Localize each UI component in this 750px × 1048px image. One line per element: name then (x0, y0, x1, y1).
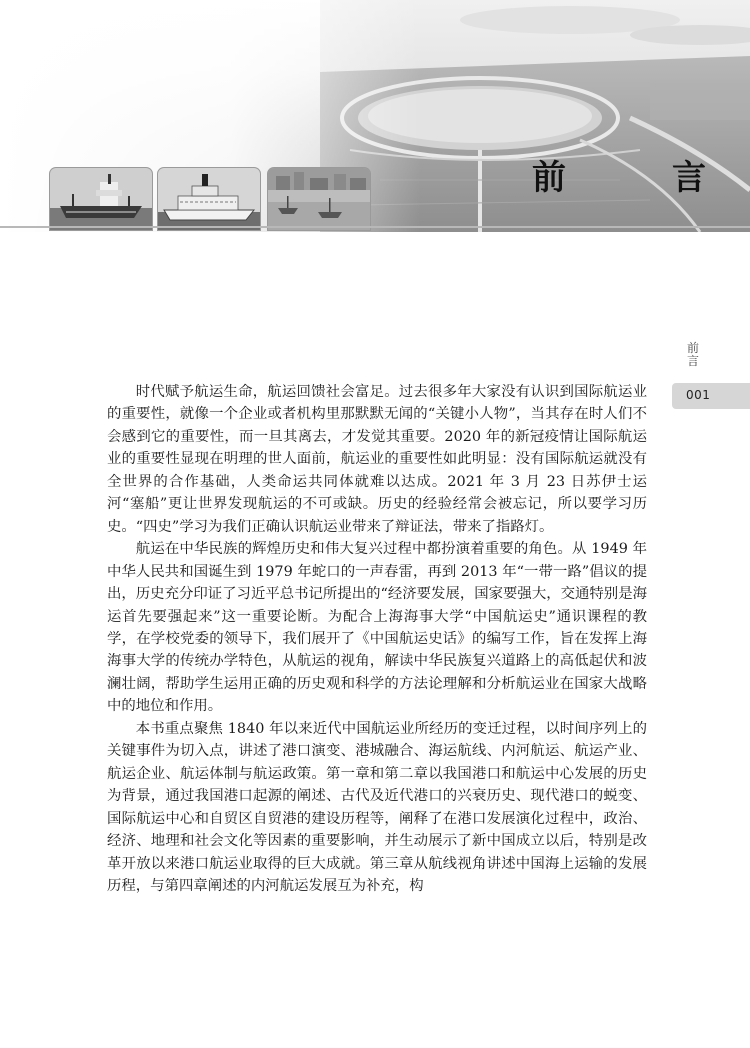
page-number-tab (672, 383, 750, 409)
page-number: 001 (686, 388, 711, 402)
running-head-label: 前言 (686, 341, 699, 368)
preface-body (107, 381, 647, 897)
passenger-ship-photo (158, 168, 260, 230)
banner-divider (0, 226, 750, 228)
paragraph: 航运在中华民族的辉煌历史和伟大复兴过程中都扮演着重要的角色。从 1949 年中华人民共和国诞生到 1979 年蛇口的一声春雷，再到 2013 年“一带一路”倡议的提出，历史充分印证了习近平总书记所提出的“经济要发展，国家要强大，交通特别是海运首先要强起来”这一重要论断。为配合上海海事大学“中国航运史”通识课程的教学，在学校党委的领导下，我们展开了《中国航运史话》的编写工作，旨在发挥上海海事大学的传统办学特色，从航运的视角，解读中华民族复兴道路上的高低起伏和波澜壮阔，帮助学生运用正确的历史观和科学的方法论理解和分析航运业在国家大战略中的地位和作用。 (107, 541, 647, 715)
paragraph: 本书重点聚焦 1840 年以来近代中国航运业所经历的变迁过程，以时间序列上的关键事件为切入点，讲述了港口演变、港城融合、海运航线、内河航运、航运产业、航运企业、航运体制与航运政策。第一章和第二章以我国港口和航运中心发展的历史为背景，通过我国港口起源的阐述、古代及近代港口的兴衰历史、现代港口的蜕变、国际航运中心和自贸区自贸港的建设历程等，阐释了在港口发展演化过程中，政治、经济、地理和社会文化等因素的重要影响，并生动展示了新中国成立以后，特别是改革开放以来港口航运业取得的巨大成就。第三章从航线视角讲述中国海上运输的发展历程，与第四章阐述的内河航运发展互为补充，构 (107, 720, 647, 894)
harbor-painting-photo (268, 168, 370, 230)
cargo-ship-photo (50, 168, 152, 230)
paragraph: 时代赋予航运生命，航运回馈社会富足。过去很多年大家没有认识到国际航运业的重要性，就像一个企业或者机构里那默默无闻的“关键小人物”，当其存在时人们不会感到它的重要性，而一旦其离去，才发觉其重要。2020 年的新冠疫情让国际航运业的重要性显现在明理的世人面前，航运业的重要性如此明显：没有国际航运就没有全世界的合作基础，人类命运共同体就难以达成。2021 年 3 月 23 日苏伊士运河“塞船”更让世界发现航运的不可或缺。历史的经验经常会被忘记，所以要学习历史。“四史”学习为我们正确认识航运业带来了辩证法，带来了指路灯。 (107, 384, 647, 535)
header-banner (0, 0, 750, 232)
page-title: 前 言 (532, 158, 742, 198)
